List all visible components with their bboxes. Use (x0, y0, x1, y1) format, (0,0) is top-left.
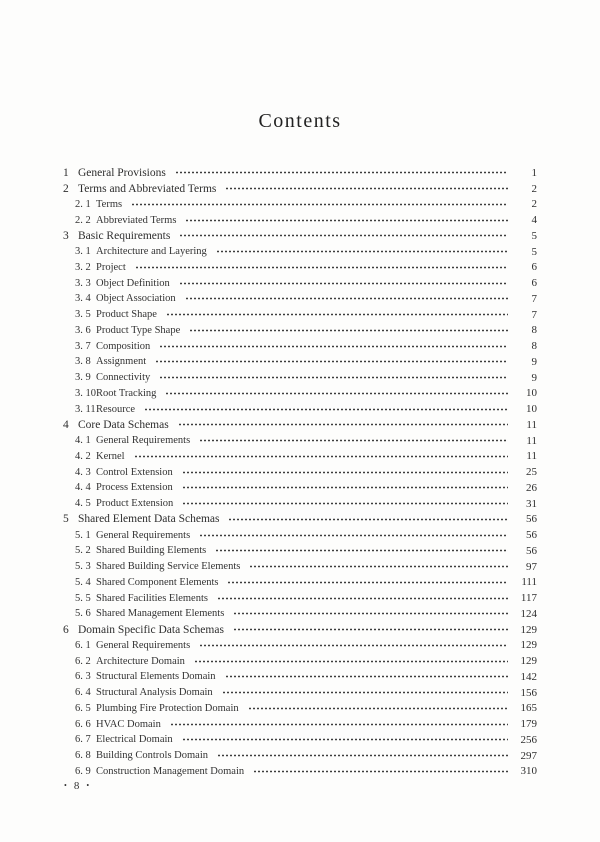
toc-entry-label: Kernel (96, 450, 125, 462)
toc-row (63, 307, 537, 323)
toc-entry-page: 129 (520, 655, 537, 668)
toc-entry-number: 5. 1 (75, 529, 91, 541)
toc-row (63, 370, 537, 386)
toc-entry-label: Shared Component Elements (96, 576, 219, 588)
toc-entry-page: 124 (520, 607, 537, 620)
toc-entry-label: General Requirements (96, 529, 191, 541)
toc-entry-number: 3. 10 (75, 387, 96, 399)
toc-leader-dots (249, 564, 508, 569)
toc-entry-number: 4. 4 (75, 482, 91, 494)
toc-row (63, 575, 537, 591)
toc-row (63, 433, 537, 449)
toc-entry-page: 142 (520, 670, 537, 683)
toc-entry-number: 3. 4 (75, 293, 91, 305)
toc-entry-label: Connectivity (96, 372, 151, 384)
toc-entry-label: Resource (96, 403, 136, 415)
toc-row (63, 496, 537, 512)
toc-entry-label: Building Controls Domain (96, 750, 209, 762)
toc-entry-page: 129 (520, 623, 537, 636)
toc-row (63, 716, 537, 732)
toc-entry-page: 4 (531, 214, 537, 227)
toc-entry-label: General Requirements (96, 435, 191, 447)
toc-row (63, 417, 537, 433)
toc-entry-page: 310 (520, 765, 537, 778)
toc-entry-number: 3. 3 (75, 277, 91, 289)
toc-row (63, 748, 537, 764)
toc-entry-page: 2 (531, 198, 537, 211)
footer-page-number: 8 (73, 780, 80, 792)
toc-row (63, 464, 537, 480)
toc-entry-label: Root Tracking (96, 387, 157, 399)
toc-row (63, 228, 537, 244)
toc-entry-number: 4. 1 (75, 435, 91, 447)
toc-leader-dots (194, 659, 508, 664)
toc-entry-label: Architecture and Layering (96, 246, 207, 258)
toc-row (63, 622, 537, 638)
toc-entry-number: 2. 1 (75, 198, 91, 210)
toc-entry-label: Architecture Domain (96, 655, 185, 667)
toc-leader-dots (155, 359, 508, 364)
toc-entry-label: General Provisions (78, 166, 166, 179)
toc-entry-number: 3. 2 (75, 261, 91, 273)
toc-row (63, 323, 537, 339)
page-footer (64, 780, 89, 792)
toc-entry-page: 26 (526, 481, 537, 494)
toc-entry-page: 7 (531, 292, 537, 305)
toc-entry-page: 11 (526, 450, 537, 463)
toc-leader-dots (178, 422, 508, 427)
toc-leader-dots (182, 470, 508, 475)
toc-leader-dots (228, 517, 508, 522)
toc-entry-page: 111 (521, 576, 537, 589)
toc-row (63, 291, 537, 307)
toc-leader-dots (199, 438, 508, 443)
toc-entry-number: 3. 5 (75, 309, 91, 321)
toc-row (63, 480, 537, 496)
toc-entry-number: 3. 1 (75, 246, 91, 258)
toc-row (63, 590, 537, 606)
toc-leader-dots (215, 548, 508, 553)
toc-entry-page: 1 (531, 166, 537, 179)
toc-leader-dots (217, 596, 508, 601)
toc-entry-page: 5 (531, 245, 537, 258)
toc-entry-page: 31 (526, 497, 537, 510)
toc-entry-page: 7 (531, 308, 537, 321)
toc-entry-label: Abbreviated Terms (96, 214, 177, 226)
toc-leader-dots (182, 501, 508, 506)
toc-entry-label: Construction Management Domain (96, 765, 245, 777)
toc-entry-label: Project (96, 261, 126, 273)
toc-leader-dots (165, 391, 508, 396)
toc-leader-dots (199, 643, 508, 648)
toc-leader-dots (175, 170, 508, 175)
toc-row (63, 701, 537, 717)
toc-entry-label: Composition (96, 340, 151, 352)
toc-leader-dots (170, 722, 508, 727)
toc-entry-label: Control Extension (96, 466, 173, 478)
toc-leader-dots (179, 233, 508, 238)
toc-entry-label: Shared Element Data Schemas (78, 513, 220, 526)
toc-entry-number: 3. 6 (75, 324, 91, 336)
toc-row (63, 244, 537, 260)
toc-entry-number: 6. 6 (75, 718, 91, 730)
toc-entry-page: 179 (520, 718, 537, 731)
toc-row (63, 669, 537, 685)
toc-entry-label: Assignment (96, 356, 147, 368)
toc-entry-page: 129 (520, 639, 537, 652)
toc-leader-dots (135, 265, 508, 270)
toc-entry-number: 3. 7 (75, 340, 91, 352)
toc-leader-dots (189, 328, 508, 333)
toc-entry-number: 5. 3 (75, 561, 91, 573)
toc-leader-dots (227, 580, 508, 585)
toc-entry-number: 4 (63, 418, 69, 431)
toc-entry-label: Domain Specific Data Schemas (78, 623, 224, 636)
toc-entry-page: 9 (531, 371, 537, 384)
toc-row (63, 260, 537, 276)
toc-entry-page: 8 (531, 324, 537, 337)
toc-entry-number: 4. 3 (75, 466, 91, 478)
toc-entry-page: 10 (526, 387, 537, 400)
toc-entry-page: 11 (526, 418, 537, 431)
toc-row (63, 527, 537, 543)
toc-row (63, 197, 537, 213)
toc-leader-dots (216, 249, 508, 254)
toc-row (63, 401, 537, 417)
toc-entry-label: Basic Requirements (78, 229, 171, 242)
toc-entry-page: 2 (531, 182, 537, 195)
toc-entry-page: 256 (520, 733, 537, 746)
toc-leader-dots (134, 454, 508, 459)
toc-entry-page: 297 (520, 749, 537, 762)
toc-leader-dots (217, 753, 508, 758)
toc-list (63, 165, 537, 779)
toc-entry-label: Shared Facilities Elements (96, 592, 208, 604)
toc-entry-number: 2 (63, 182, 69, 195)
toc-row (63, 181, 537, 197)
toc-entry-label: Electrical Domain (96, 734, 173, 746)
toc-entry-page: 9 (531, 355, 537, 368)
toc-row (63, 165, 537, 181)
toc-entry-label: Object Association (96, 293, 176, 305)
toc-entry-label: Core Data Schemas (78, 418, 169, 431)
toc-leader-dots (225, 674, 508, 679)
toc-leader-dots (144, 407, 508, 412)
toc-entry-number: 5. 5 (75, 592, 91, 604)
toc-entry-label: Terms (96, 198, 123, 210)
toc-leader-dots (166, 312, 508, 317)
toc-entry-page: 165 (520, 702, 537, 715)
toc-leader-dots (248, 706, 508, 711)
toc-leader-dots (182, 485, 508, 490)
toc-entry-page: 56 (526, 544, 537, 557)
toc-entry-page: 156 (520, 686, 537, 699)
toc-entry-number: 3. 11 (75, 403, 96, 415)
toc-entry-number: 4. 2 (75, 450, 91, 462)
toc-leader-dots (182, 737, 508, 742)
toc-entry-page: 6 (531, 261, 537, 274)
toc-leader-dots (159, 375, 508, 380)
footer-dot-left: • (64, 781, 67, 790)
toc-entry-number: 6. 3 (75, 671, 91, 683)
toc-entry-label: Product Type Shape (96, 324, 181, 336)
toc-entry-label: Shared Building Elements (96, 545, 207, 557)
toc-entry-number: 3. 9 (75, 372, 91, 384)
toc-row (63, 386, 537, 402)
toc-entry-label: Structural Elements Domain (96, 671, 216, 683)
toc-row (63, 606, 537, 622)
toc-entry-label: Plumbing Fire Protection Domain (96, 702, 239, 714)
toc-entry-number: 5. 6 (75, 608, 91, 620)
toc-entry-page: 97 (526, 560, 537, 573)
toc-entry-label: Shared Management Elements (96, 608, 225, 620)
toc-entry-number: 6. 5 (75, 702, 91, 714)
toc-row (63, 685, 537, 701)
toc-entry-page: 56 (526, 513, 537, 526)
toc-entry-number: 3. 8 (75, 356, 91, 368)
page-title: Contents (258, 110, 342, 132)
toc-entry-page: 117 (520, 592, 537, 605)
toc-leader-dots (199, 533, 508, 538)
toc-entry-page: 56 (526, 529, 537, 542)
toc-row (63, 543, 537, 559)
footer-dot-right: • (86, 781, 90, 790)
toc-entry-number: 5. 2 (75, 545, 91, 557)
toc-entry-page: 6 (531, 277, 537, 290)
toc-leader-dots (233, 611, 508, 616)
toc-entry-number: 6. 2 (75, 655, 91, 667)
toc-row (63, 653, 537, 669)
toc-row (63, 732, 537, 748)
toc-entry-label: Structural Analysis Domain (96, 687, 213, 699)
toc-entry-number: 6 (63, 623, 69, 636)
toc-entry-label: Object Definition (96, 277, 170, 289)
toc-row (63, 764, 537, 780)
toc-entry-number: 6. 9 (75, 765, 91, 777)
toc-entry-page: 8 (531, 340, 537, 353)
toc-entry-label: Process Extension (96, 482, 173, 494)
toc-entry-label: Shared Building Service Elements (96, 561, 241, 573)
toc-entry-label: Terms and Abbreviated Terms (78, 182, 217, 195)
toc-entry-page: 5 (531, 229, 537, 242)
toc-entry-page: 10 (526, 403, 537, 416)
toc-entry-number: 5. 4 (75, 576, 91, 588)
toc-row (63, 338, 537, 354)
toc-leader-dots (185, 218, 508, 223)
toc-row (63, 512, 537, 528)
toc-row (63, 449, 537, 465)
toc-row (63, 559, 537, 575)
toc-leader-dots (185, 296, 508, 301)
toc-row (63, 638, 537, 654)
toc-entry-number: 2. 2 (75, 214, 91, 226)
toc-leader-dots (179, 281, 508, 286)
toc-entry-number: 1 (63, 166, 69, 179)
toc-entry-number: 5 (63, 513, 69, 526)
toc-entry-number: 6. 7 (75, 734, 91, 746)
toc-entry-label: HVAC Domain (96, 718, 161, 730)
toc-leader-dots (159, 344, 508, 349)
toc-entry-number: 3 (63, 229, 69, 242)
toc-entry-number: 4. 5 (75, 498, 91, 510)
toc-entry-label: General Requirements (96, 639, 191, 651)
toc-entry-label: Product Extension (96, 498, 174, 510)
toc-entry-page: 25 (526, 466, 537, 479)
toc-entry-number: 6. 4 (75, 687, 91, 699)
toc-row (63, 212, 537, 228)
toc-leader-dots (233, 627, 508, 632)
toc-entry-number: 6. 8 (75, 750, 91, 762)
toc-leader-dots (222, 690, 508, 695)
toc-entry-label: Product Shape (96, 309, 157, 321)
toc-leader-dots (253, 769, 508, 774)
toc-entry-page: 11 (526, 434, 537, 447)
toc-entry-number: 6. 1 (75, 639, 91, 651)
toc-leader-dots (225, 186, 508, 191)
toc-leader-dots (131, 202, 508, 207)
toc-row (63, 354, 537, 370)
toc-row (63, 275, 537, 291)
